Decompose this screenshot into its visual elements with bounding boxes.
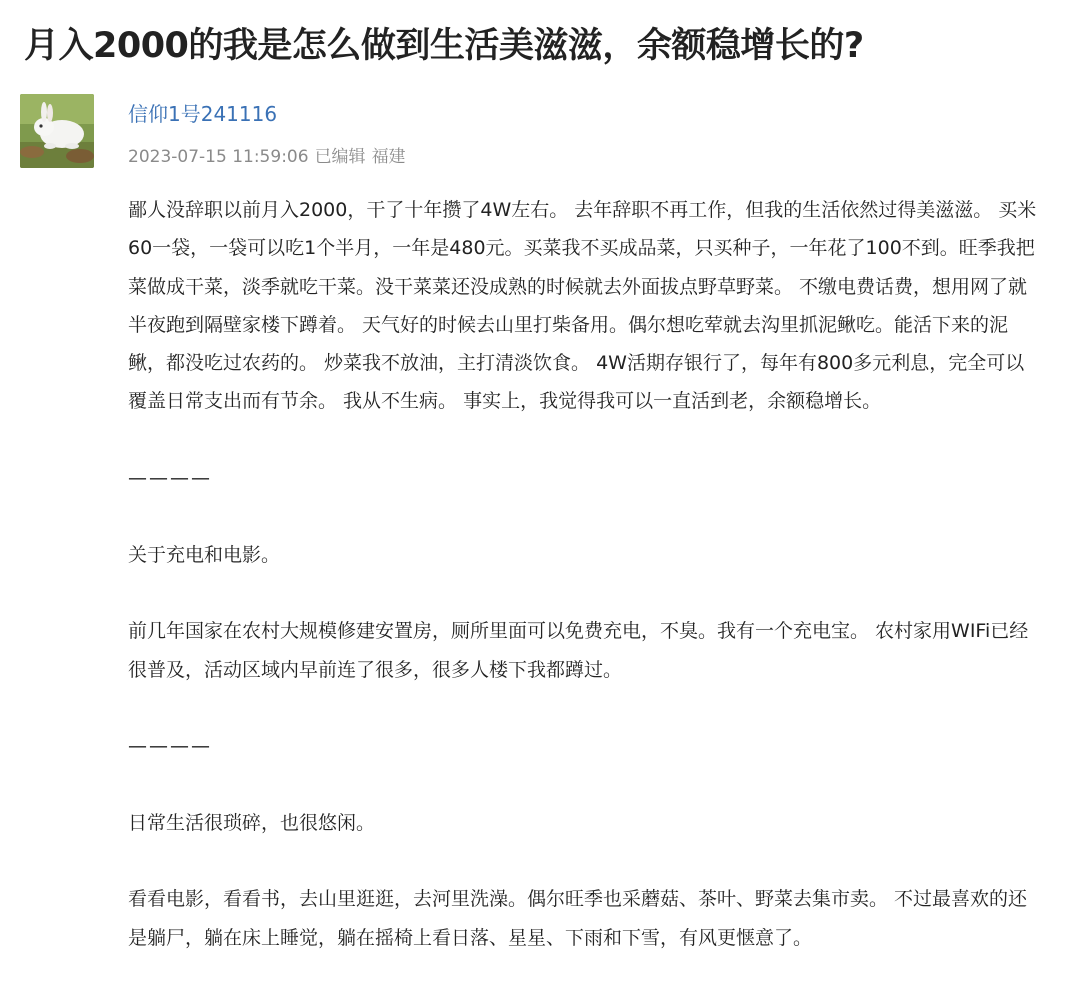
- content-divider: ————: [128, 735, 212, 758]
- content-paragraph: 关于充电和电影。: [128, 543, 281, 566]
- rabbit-avatar-image: [20, 94, 94, 168]
- post-location: 福建: [371, 147, 406, 167]
- content-paragraph: 日常生活很琐碎，也很悠闲。: [128, 811, 376, 834]
- author-name-link[interactable]: 信仰1号241116: [128, 102, 278, 126]
- post-datetime: 2023-07-15 11:59:06: [128, 147, 309, 167]
- content-paragraph: 看看电影，看看书，去山里逛逛，去河里洗澡。偶尔旺季也采蘑菇、茶叶、野菜去集市卖。 不过最喜欢的还是躺尸，躺在床上睡觉，躺在摇椅上看日落、星星、下雨和下雪，有风更惬意了。: [128, 888, 1028, 949]
- post-title: 月入2000的我是怎么做到生活美滋滋，余额稳增长的?: [24, 26, 864, 66]
- post-meta: [128, 142, 412, 172]
- content-paragraph: 鄙人没辞职以前月入2000，干了十年攒了4W左右。 去年辞职不再工作，但我的生活依然过得美滋滋。 买米60一袋，一袋可以吃1个半月，一年是480元。买菜我不买成品菜，只买种子，一年花了100不到。旺季我把菜做成干菜，淡季就吃干菜。没干菜菜还没成熟的时候就去外面拔点野草野菜。 不缴电费话费，想用网了就半夜跑到隔壁家楼下蹲着。 天气好的时候去山里打柴备用。偶尔想吃荤就去沟里抓泥鳅吃。能活下来的泥鳅，都没吃过农药的。 炒菜我不放油，主打清淡饮食。 4W活期存银行了，每年有800多元利息，完全可以覆盖日常支出而有节余。 我从不生病。 事实上，我觉得我可以一直活到老，余额稳增长。: [128, 199, 1037, 413]
- edited-label: 已编辑: [314, 147, 366, 167]
- post-content: [128, 191, 1040, 957]
- content-divider: ————: [128, 467, 212, 490]
- content-paragraph: 前几年国家在农村大规模修建安置房，厕所里面可以免费充电，不臭。我有一个充电宝。 农村家用WIFi已经很普及，活动区域内早前连了很多，很多人楼下我都蹲过。: [128, 620, 1029, 681]
- author-avatar[interactable]: [20, 94, 94, 168]
